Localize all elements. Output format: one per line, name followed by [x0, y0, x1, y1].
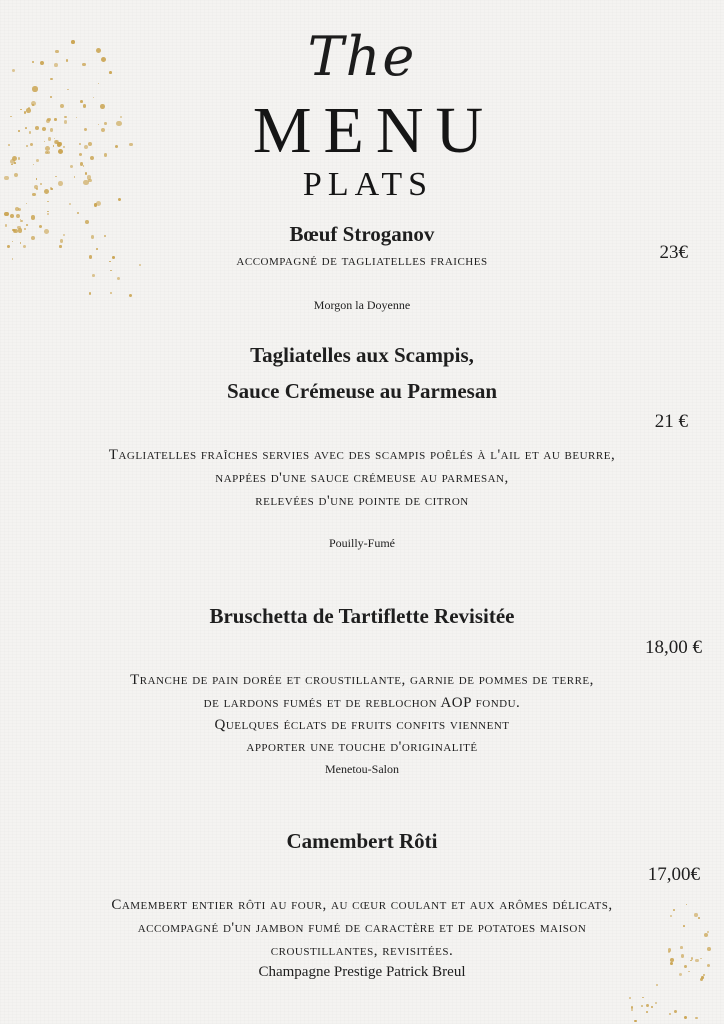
- section-title-plats: PLATS: [302, 166, 434, 203]
- gold-speck: [629, 997, 631, 999]
- gold-speck: [10, 214, 14, 218]
- dish-price: 18,00 €: [645, 637, 702, 658]
- gold-speck: [642, 997, 644, 999]
- gold-speck: [646, 1011, 649, 1014]
- gold-speck: [117, 277, 120, 280]
- dish-name-tagliatelles-line1: Tagliatelles aux Scampis,: [250, 343, 474, 367]
- gold-speck: [16, 214, 20, 218]
- gold-speck: [631, 1009, 634, 1012]
- menu-title: MENU: [252, 94, 496, 167]
- dish-name-boeuf-stroganov: Bœuf Stroganov: [289, 222, 435, 246]
- gold-speck: [47, 213, 49, 215]
- dish-description-line: Quelques éclats de fruits confits viennent: [214, 717, 510, 733]
- gold-speck: [684, 1016, 687, 1019]
- gold-speck: [110, 292, 111, 293]
- gold-speck: [669, 1013, 671, 1015]
- gold-speck: [4, 212, 9, 217]
- gold-speck: [646, 1004, 649, 1007]
- dish-description-line: apporter une touche d'originalité: [246, 739, 478, 755]
- dish-description-line: Tagliatelles fraîches servies avec des scampis poêlés à l'ail et au beurre,: [108, 447, 616, 463]
- gold-speck: [651, 1006, 653, 1008]
- dish-description-line: de lardons fumés et de reblochon AOP fondu.: [203, 695, 521, 711]
- dish-name-bruschetta: Bruschetta de Tartiflette Revisitée: [209, 604, 515, 628]
- dish-description-line: Tranche de pain dorée et croustillante, garnie de pommes de terre,: [130, 672, 594, 688]
- dish-name-camembert-roti: Camembert Rôti: [286, 829, 438, 853]
- gold-speck: [15, 207, 19, 211]
- dish-description-line: Camembert entier rôti au four, au cœur coulant et aux arômes délicats,: [111, 897, 613, 913]
- gold-speck: [77, 212, 79, 214]
- dish-description-line: nappées d'une sauce crémeuse au parmesan,: [215, 470, 509, 486]
- dish-name-tagliatelles-line2: Sauce Crémeuse au Parmesan: [226, 379, 498, 403]
- wine-pairing: Pouilly-Fumé: [328, 536, 395, 550]
- gold-speck: [33, 164, 34, 165]
- gold-speck: [89, 292, 92, 295]
- gold-speck: [83, 165, 85, 167]
- gold-speck: [94, 203, 98, 207]
- gold-speck: [674, 1010, 677, 1013]
- gold-speck: [69, 203, 72, 206]
- gold-speck: [656, 984, 658, 986]
- script-the-heading: The: [307, 25, 417, 88]
- gold-speck: [695, 1017, 697, 1019]
- dish-price: 17,00€: [647, 864, 700, 885]
- gold-speck: [655, 1002, 658, 1005]
- dish-description-line: croustillantes, revisitées.: [270, 943, 454, 959]
- wine-pairing: Morgon la Doyenne: [313, 298, 411, 312]
- dish-price: 23€: [659, 242, 688, 263]
- gold-speck: [634, 1020, 636, 1022]
- dish-description-line: accompagné d'un jambon fumé de caractère et de potatoes maison: [137, 920, 587, 936]
- dish-description: accompagné de tagliatelles fraiches: [236, 253, 488, 269]
- gold-speck: [92, 274, 95, 277]
- dish-price: 21 €: [654, 411, 688, 432]
- gold-speck: [631, 1006, 633, 1008]
- wine-pairing: Champagne Prestige Patrick Breul: [258, 964, 466, 980]
- wine-pairing: Menetou-Salon: [325, 762, 399, 776]
- gold-speck: [32, 86, 37, 91]
- gold-speck: [11, 164, 12, 165]
- gold-speck: [641, 1005, 643, 1007]
- gold-speck: [26, 203, 28, 205]
- gold-speck: [67, 89, 69, 91]
- dish-description-line: relevées d'une pointe de citron: [255, 493, 469, 509]
